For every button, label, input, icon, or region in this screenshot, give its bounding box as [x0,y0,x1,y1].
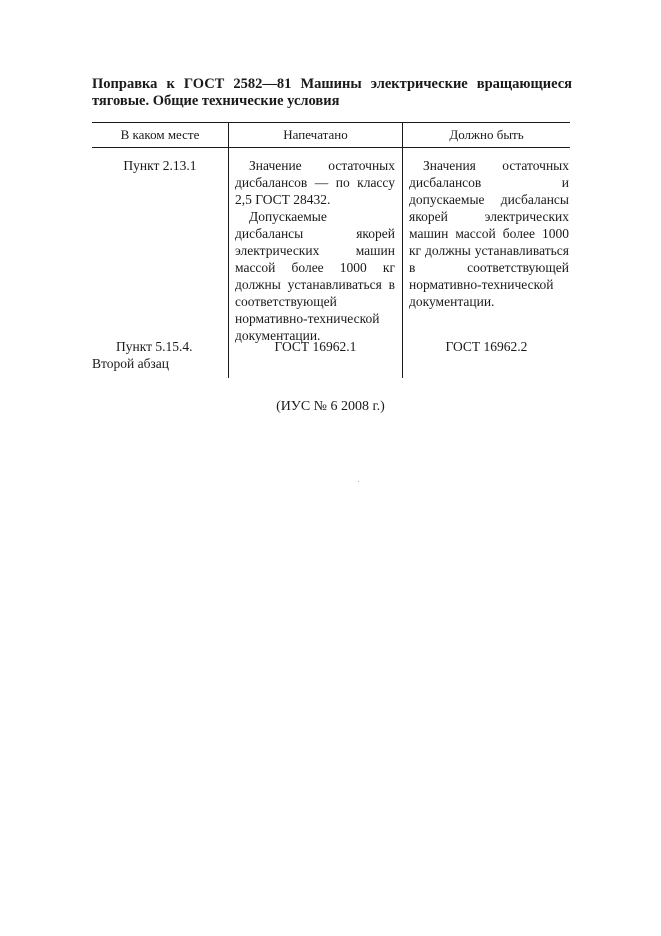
correction-table [92,122,570,378]
table-header-rule [92,147,570,148]
row-1-should-be-para-1: Значения остаточных дисбалансов и допускаемые дисбалансы якорей электрических машин массой более 1000 кг должны устанавливаться в соответствующей нормативно-технической документации. [409,158,569,309]
row-1-should-be [409,157,569,310]
row-2-place [92,338,228,372]
row-1-place [92,157,228,174]
row-2-printed-text: ГОСТ 16962.1 [274,339,357,354]
table-top-rule [92,122,570,123]
row-2-place-detail: Второй абзац [92,356,169,371]
row-1-printed-para-2: Допускаемые дисбалансы якорей электрических машин массой более 1000 кг должны устанавливаться в соответствующей нормативно-технической документации. [235,209,395,343]
publication-reference: (ИУС № 6 2008 г.) [276,399,385,414]
header-printed: Напечатано [283,127,348,142]
header-should-be: Должно быть [449,127,524,142]
row-1-printed-para-1: Значение остаточных дисбалансов — по классу 2,5 ГОСТ 28432. [235,158,395,207]
header-place: В каком месте [120,127,200,142]
row-1-printed [235,157,395,344]
document-title: Поправка к ГОСТ 2582—81 Машины электрические вращающиеся тяговые. Общие технические условия [92,76,572,109]
row-1-place-text: Пункт 2.13.1 [123,158,197,173]
row-2-place-text: Пункт 5.15.4. [116,339,193,354]
scan-speck [358,481,359,482]
row-2-should-be-text: ГОСТ 16962.2 [445,339,528,354]
row-2-should-be [403,338,570,355]
row-2-printed [229,338,402,355]
